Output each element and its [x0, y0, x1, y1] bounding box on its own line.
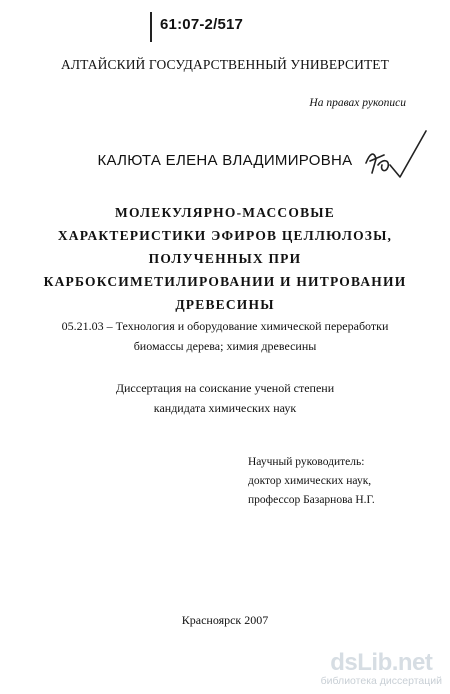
advisor-line: Научный руководитель:: [248, 456, 365, 468]
title-line: ДРЕВЕСИНЫ: [175, 297, 275, 312]
degree-line: кандидата химических наук: [153, 401, 297, 415]
degree-statement: [0, 378, 450, 418]
catalog-code: 61:07-2/517: [160, 16, 244, 33]
advisor-line: доктор химических наук,: [248, 475, 372, 487]
city-year: Красноярск 2007: [181, 613, 269, 627]
title-line: ХАРАКТЕРИСТИКИ ЭФИРОВ ЦЕЛЛЮЛОЗЫ,: [57, 228, 393, 243]
scientific-advisor: [248, 453, 375, 510]
advisor-line: профессор Базарнова Н.Г.: [248, 494, 375, 506]
catalog-stamp: [150, 12, 243, 42]
specialty: [0, 316, 450, 356]
title-line: МОЛЕКУЛЯРНО-МАССОВЫЕ: [115, 205, 335, 220]
degree-line: Диссертация на соискание ученой степени: [115, 381, 335, 395]
specialty-line: 05.21.03 – Технология и оборудование химической переработки: [61, 319, 389, 333]
specialty-line: биомассы дерева; химия древесины: [133, 339, 317, 353]
author-name: КАЛЮТА ЕЛЕНА ВЛАДИМИРОВНА: [97, 152, 353, 169]
signature: [360, 125, 430, 185]
watermark-logo: dsLib.net: [330, 649, 433, 676]
rights-note: На правах рукописи: [309, 97, 406, 109]
title-line: ПОЛУЧЕННЫХ ПРИ: [148, 251, 302, 266]
watermark: [321, 651, 442, 688]
title-line: КАРБОКСИМЕТИЛИРОВАНИИ И НИТРОВАНИИ: [43, 274, 407, 289]
dissertation-title: [0, 201, 450, 316]
watermark-tagline: библиотека диссертаций: [320, 675, 442, 687]
university-name: АЛТАЙСКИЙ ГОСУДАРСТВЕННЫЙ УНИВЕРСИТЕТ: [61, 57, 389, 72]
stamp-bar: [150, 12, 152, 42]
